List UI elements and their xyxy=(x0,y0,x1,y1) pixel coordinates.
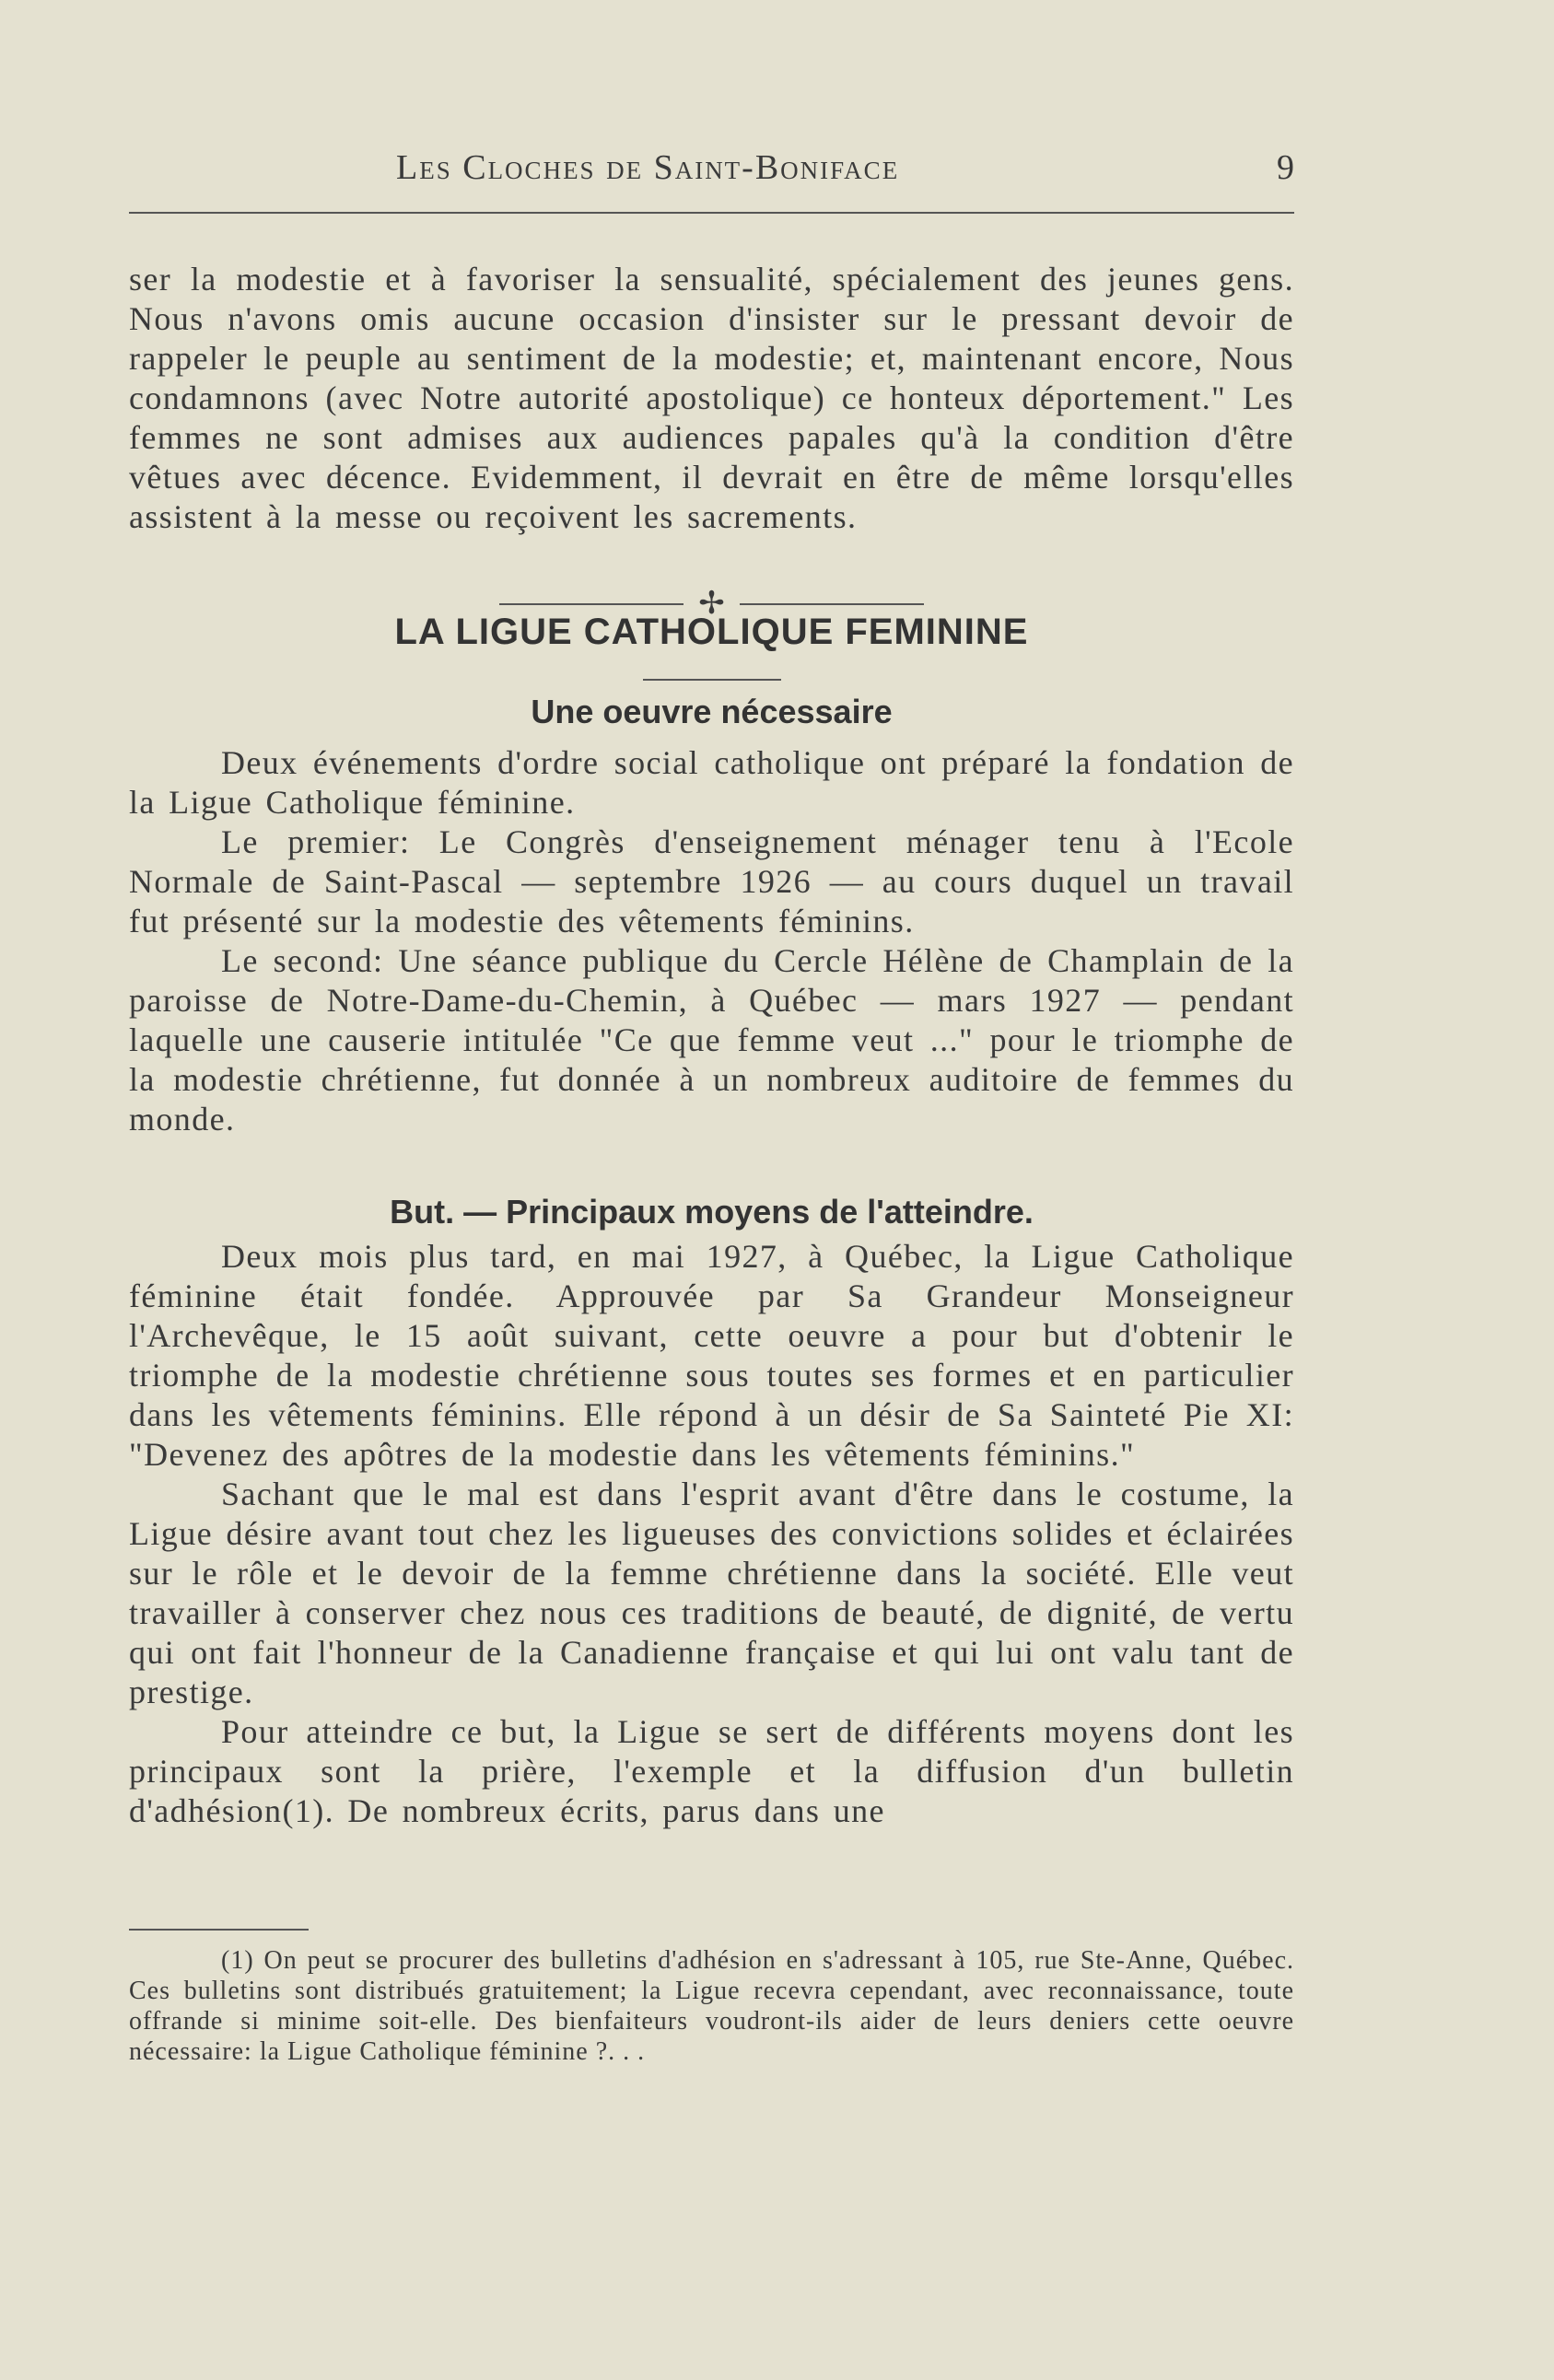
running-header xyxy=(129,147,1294,199)
main-block xyxy=(129,1237,1294,1831)
header-rule xyxy=(129,212,1294,214)
intro-block xyxy=(129,743,1294,1139)
ornament-line-right xyxy=(740,603,924,605)
paragraph: Deux mois plus tard, en mai 1927, à Québec, la Ligue Catholique féminine était fondée. Approuvée par Sa Grandeur Monseigneur l'Archevêque, le 15 août suivant, cette oeuvre a pour but d'obtenir le triomphe de la modestie chrétienne sous toutes ses formes et en particulier dans les vêtements féminins. Elle répond à un désir de Sa Sainteté Pie XI: "Devenez des apôtres de la modestie dans les vêtements féminins." xyxy=(129,1238,1294,1473)
title-rule xyxy=(643,679,781,681)
continuation-paragraph: ser la modestie et à favoriser la sensualité, spécialement des jeunes gens. Nous n'avons omis aucune occasion d'insister sur le pressant devoir de rappeler le peuple au sentiment de la modestie; et, maintenant encore, Nous condamnons (avec Notre autorité apostolique) ce honteux déportement." Les femmes ne sont admises aux audiences papales qu'à la condition d'être vêtues avec décence. Evidemment, il devrait en être de même lorsqu'elles assistent à la messe ou reçoivent les sacrements. xyxy=(129,261,1294,535)
paragraph: Pour atteindre ce but, la Ligue se sert de différents moyens dont les principaux sont la prière, l'exemple et la diffusion d'un bulletin d'adhésion(1). De nombreux écrits, parus dans une xyxy=(129,1713,1294,1829)
paragraph: Sachant que le mal est dans l'esprit avant d'être dans le costume, la Ligue désire avant tout chez les ligueuses des convictions solides et éclairées sur le rôle et le devoir de la femme chrétienne dans la société. Elle veut travailler à conserver chez nous ces traditions de beauté, de dignité, de vertu qui ont fait l'honneur de la Canadienne française et qui lui ont valu tant de prestige. xyxy=(129,1476,1294,1710)
page-number: 9 xyxy=(1277,148,1294,187)
footnote-block xyxy=(129,1945,1294,2067)
paragraph: Le premier: Le Congrès d'enseignement ménager tenu à l'Ecole Normale de Saint-Pascal — septembre 1926 — au cours duquel un travail fut présenté sur la modestie des vêtements féminins. xyxy=(129,823,1294,939)
paragraph: Deux événements d'ordre social catholique ont préparé la fondation de la Ligue Catholique féminine. xyxy=(129,744,1294,821)
footnote: (1) On peut se procurer des bulletins d'adhésion en s'adressant à 105, rue Ste-Anne, Québec. Ces bulletins sont distribués gratuitement; la Ligue recevra cependant, avec reconnaissance, toute offrande si minime soit-elle. Des bienfaiteurs voudront-ils aider de leurs deniers cette oeuvre nécessaire: la Ligue Catholique féminine ?. . . xyxy=(129,1946,1294,2066)
article-subtitle: Une oeuvre nécessaire xyxy=(531,693,893,730)
ornament-line-left xyxy=(499,603,684,605)
cross-icon: ✢ xyxy=(698,587,725,621)
article-title: LA LIGUE CATHOLIQUE FEMININE xyxy=(394,612,1029,652)
paragraph: Le second: Une séance publique du Cercle Hélène de Champlain de la paroisse de Notre-Dame-du-Chemin, à Québec — mars 1927 — pendant laquelle une causerie intitulée "Ce que femme veut ..." pour le triomphe de la modestie chrétienne, fut donnée à un nombreux auditoire de femmes du monde. xyxy=(129,942,1294,1138)
continuation-block xyxy=(129,260,1294,537)
section-heading: But. — Principaux moyens de l'atteindre. xyxy=(390,1193,1034,1231)
running-title: Les Cloches de Saint-Boniface xyxy=(396,148,900,187)
footnote-rule xyxy=(129,1929,309,1931)
